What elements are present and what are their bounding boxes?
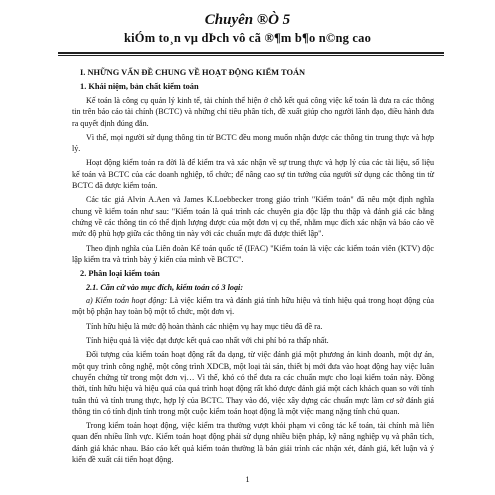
section-heading-1: I. NHỮNG VẤN ĐỀ CHUNG VỀ HOẠT ĐỘNG KIỂM TOÁN (80, 68, 306, 77)
subsection-heading-2-1: 2.1. Căn cứ vào mục đích, kiểm toán có 3 loại: (86, 283, 244, 293)
paragraph: Theo định nghĩa của Liên đoàn Kế toán quốc tế (IFAC) "Kiểm toán là việc các kiểm toán viên (KTV) độc lập kiểm tra và trình bày ý kiến của mình về BCTC". (72, 243, 434, 264)
paragraph: Kế toán là công cụ quản lý kinh tế, tài chính thể hiện ở chỗ kết quả công việc kế toán là đưa ra các thông tin trên báo cáo tài chính (BCTC) và những chỉ tiêu phân tích, đề xuất giúp cho người lãnh đạo, điều hành đưa ra quyết định đúng đắn. (72, 96, 434, 128)
page-number: 1 (245, 474, 250, 484)
paragraph: Hoạt động kiểm toán ra đời là để kiểm tra và xác nhận về sự trung thực và hợp lý của các tài liệu, số liệu kế toán và BCTC của các doanh nghiệp, tổ chức; để nâng cao sự tin tưởng của người sử dụng các thông tin từ BCTC đã được kiểm toán. (72, 158, 434, 191)
document-body (72, 67, 434, 468)
paragraph-text: Là việc kiểm tra và đánh giá tính hữu hiệu và tính hiệu quả trong hoạt động của một bộ phận hay toàn bộ một tổ chức, một đơn vị. (72, 296, 434, 317)
paragraph: Trong kiểm toán hoạt động, việc kiểm tra thường vượt khỏi phạm vi công tác kế toán, tài chính mà liên quan đến nhiều lĩnh vực. Kiểm toán hoạt động phải sử dụng nhiều biện pháp, kỹ năng nghiệp vụ và phân tích, đánh giá khác nhau. Báo cáo kết quả kiểm toán thường là bản giải trình các nhận xét, đánh giá, kết luận và ý kiến đề xuất cải tiến hoạt động. (72, 421, 434, 465)
paragraph-lead: a) Kiểm toán hoạt động: (86, 296, 168, 306)
paragraph: Tính hữu hiệu là mức độ hoàn thành các nhiệm vụ hay mục tiêu đã đề ra. (86, 321, 323, 331)
section-heading-2: 2. Phân loại kiểm toán (80, 269, 160, 279)
header-rule-thin (58, 55, 444, 56)
paragraph: Đối tượng của kiểm toán hoạt động rất đa dạng, từ việc đánh giá một phương án kinh doanh, một dự án, một quy trình công nghệ, một công trình XDCB, một loại tài sản, thiết bị mới đưa vào hoạt động hay việc luân chuyển chứng từ trong một đơn vị… Vì thế, khó có thể đưa ra các chuẩn mực cho loại kiểm toán này. Đồng thời, tính hữu hiệu và hiệu quả của quá trình hoạt động rất khó được đánh giá một cách khách quan so với tính tuân thủ và tính trung thực, hợp lý của BCTC. Thay vào đó, việc xây dựng các chuẩn mực làm cơ sở đánh giá thông tin có tính định tính trong một cuộc kiểm toán hoạt động là một việc mang nặng tính chủ quan. (72, 350, 434, 416)
paragraph (72, 295, 434, 318)
paragraph: Tính hiệu quả là việc đạt được kết quả cao nhất với chi phí bỏ ra thấp nhất. (86, 336, 329, 346)
paragraph: Các tác giả Alvin A.Aen và James K.Loebbecker trong giáo trình "Kiểm toán" đã nêu một định nghĩa chung về kiểm toán như sau: "Kiểm toán là quá trình các chuyên gia độc lập thu thập và đánh giá các bằng chứng về các thông tin có thể định lượng được của một đơn vị cụ thể, nhằm mục đích xác nhận và báo cáo về mức độ phù hợp giữa các thông tin này với các chuẩn mực đã được thiết lập". (72, 195, 434, 239)
section-heading-1-1: 1. Khái niệm, bản chất kiểm toán (80, 82, 199, 91)
chapter-subtitle: kiÓm to¸n vµ dÞch vô cã ®¶m b¶o n©ng cao (123, 31, 372, 45)
header-rule-thick (58, 52, 444, 54)
paragraph: Vì thế, mọi người sử dụng thông tin từ BCTC đều mong muốn nhận được các thông tin trung thực và hợp lý. (72, 132, 434, 154)
chapter-title: Chuyên ®Ò 5 (204, 12, 291, 28)
